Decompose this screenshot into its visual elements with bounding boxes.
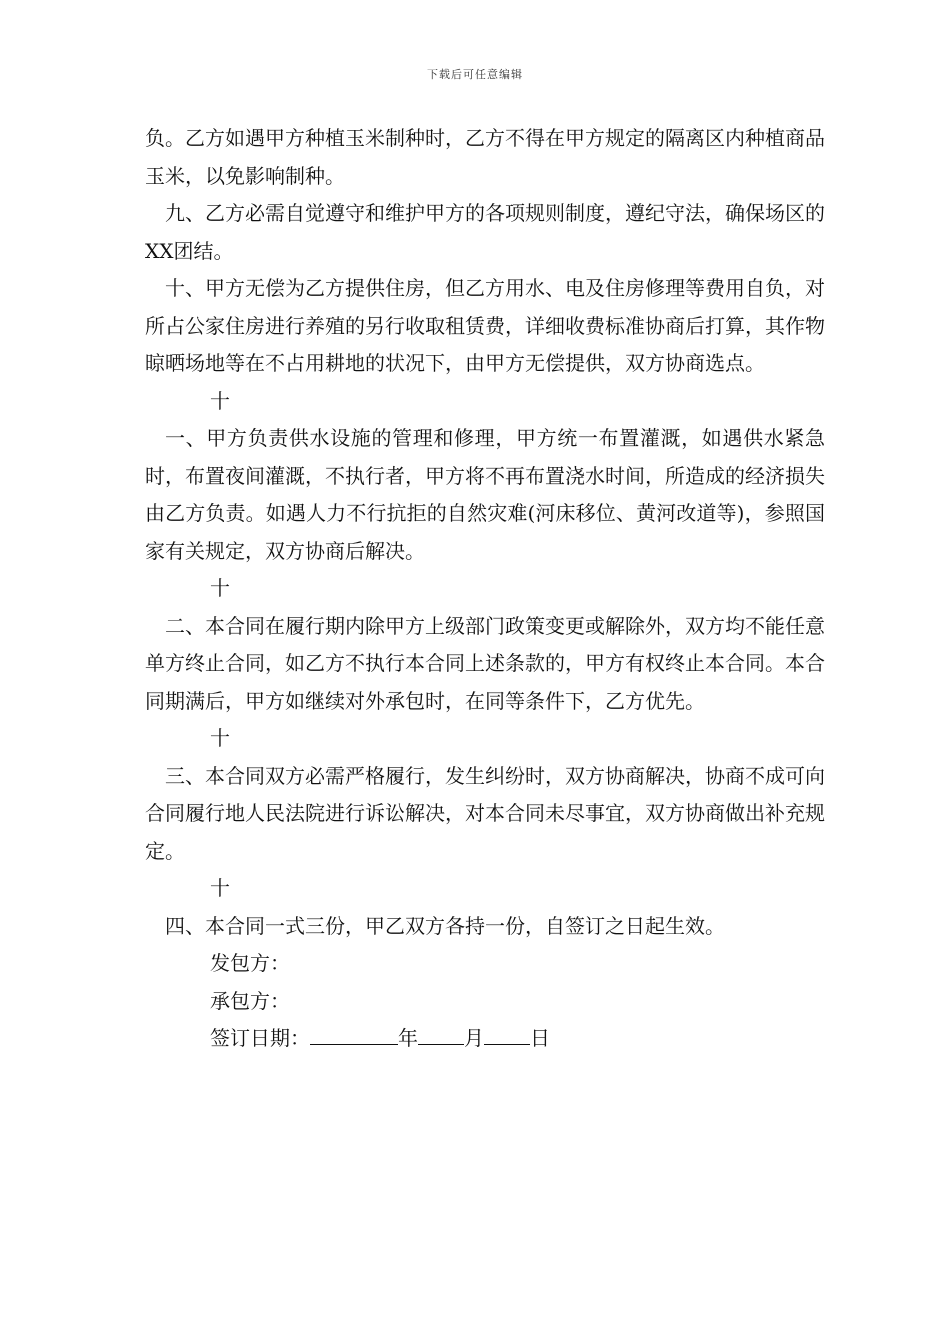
month-blank <box>418 1020 464 1045</box>
clause-prefix-ten-3: 十 <box>210 726 230 750</box>
issuer-label: 发包方： <box>210 951 290 975</box>
year-label: 年 <box>398 1026 418 1050</box>
sign-date-line <box>145 1020 825 1058</box>
document-body <box>145 120 825 1058</box>
contractor-label: 承包方： <box>210 988 290 1013</box>
clause-11: 一、甲方负责供水设施的管理和修理，甲方统一布置灌溉，如遇供水紧急时，布置夜间灌溉，不执行者，甲方将不再布置浇水时间，所造成的经济损失由乙方负责。如遇人力不行抗拒的自然灾难(河床移位、黄河改道等)，参照国家有关规定，双方协商后解决。 <box>145 426 825 563</box>
clause-prefix-ten-1: 十 <box>210 388 230 413</box>
day-blank <box>484 1020 530 1045</box>
clause-prefix-ten-2: 十 <box>210 576 230 600</box>
clause-13: 三、本合同双方必需严格履行，发生纠纷时，双方协商解决，协商不成可向合同履行地人民法院进行诉讼解决，对本合同未尽事宜，双方协商做出补充规定。 <box>145 763 825 863</box>
page-header: 下载后可任意编辑 <box>427 68 523 81</box>
clause-9: 九、乙方必需自觉遵守和维护甲方的各项规则制度，遵纪守法，确保场区的XX团结。 <box>145 201 825 263</box>
clause-12: 二、本合同在履行期内除甲方上级部门政策变更或解除外，双方均不能任意单方终止合同，如乙方不执行本合同上述条款的，甲方有权终止本合同。本合同期满后，甲方如继续对外承包时，在同等条件下，乙方优先。 <box>145 613 825 713</box>
clause-10: 十、甲方无偿为乙方提供住房，但乙方用水、电及住房修理等费用自负，对所占公家住房进行养殖的另行收取租赁费，详细收费标准协商后打算，其作物晾晒场地等在不占用耕地的状况下，由甲方无偿提供，双方协商选点。 <box>145 276 825 375</box>
clause-8-continued: 负。乙方如遇甲方种植玉米制种时，乙方不得在甲方规定的隔离区内种植商品玉米，以免影响制种。 <box>145 126 825 188</box>
date-label: 签订日期： <box>210 1026 310 1050</box>
clause-14: 四、本合同一式三份，甲乙双方各持一份，自签订之日起生效。 <box>165 913 725 938</box>
month-label: 月 <box>464 1026 484 1050</box>
clause-prefix-ten-4: 十 <box>210 876 230 900</box>
contractor-line <box>145 983 825 1021</box>
day-label: 日 <box>530 1026 550 1050</box>
issuer-line <box>145 945 825 983</box>
year-blank <box>310 1020 398 1045</box>
